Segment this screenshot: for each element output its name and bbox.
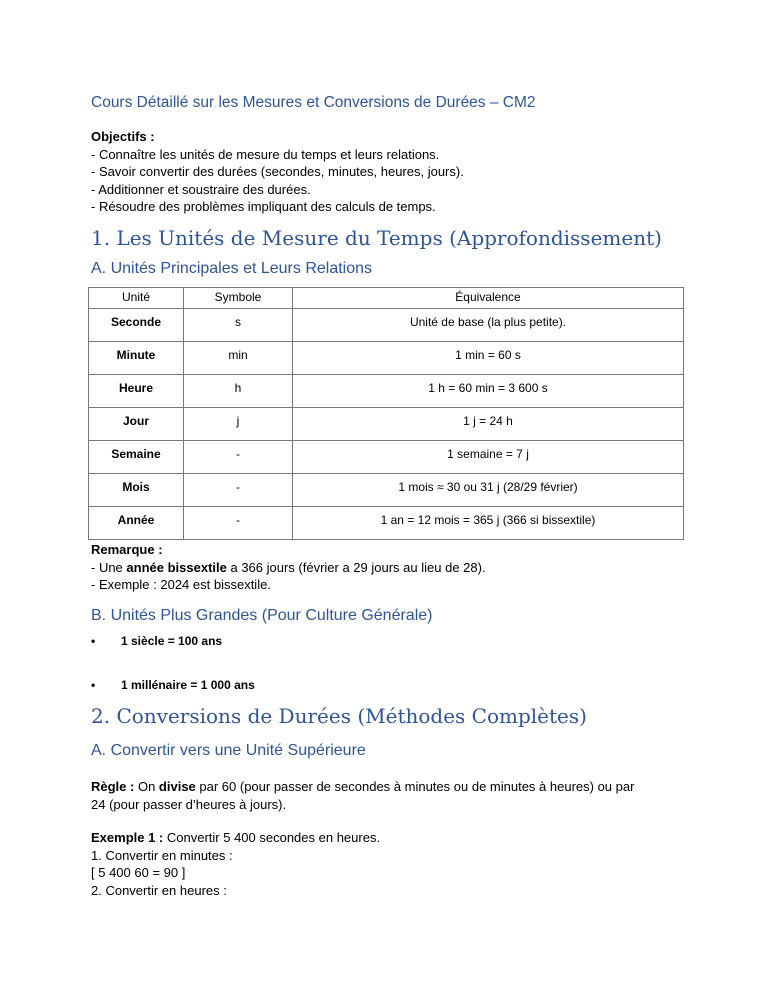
objectives	[91, 128, 464, 216]
bullet-icon: •	[91, 634, 96, 648]
unit-cell: Jour	[89, 408, 184, 441]
equivalence-cell: Unité de base (la plus petite).	[293, 309, 684, 342]
example-step: 1. Convertir en minutes :	[91, 847, 233, 863]
table-row	[89, 342, 684, 375]
table-row	[89, 375, 684, 408]
table-row	[89, 441, 684, 474]
table-row	[89, 408, 684, 441]
example-1	[91, 829, 380, 899]
objective-item: - Additionner et soustraire des durées.	[91, 181, 311, 197]
table-row	[89, 507, 684, 540]
units-table	[88, 287, 684, 540]
symbol-cell: -	[184, 507, 293, 540]
equivalence-cell: 1 h = 60 min = 3 600 s	[293, 375, 684, 408]
unit-cell: Semaine	[89, 441, 184, 474]
objective-item: - Savoir convertir des durées (secondes, minutes, heures, jours).	[91, 164, 464, 179]
example-step: 2. Convertir en heures :	[91, 882, 227, 898]
section1-heading: 1. Les Unités de Mesure du Temps (Approfondissement)	[91, 226, 662, 250]
remark-text: a 366 jours (février a 29 jours au lieu de 28).	[226, 559, 486, 575]
unit-cell: Année	[89, 507, 184, 540]
objective-item: - Résoudre des problèmes impliquant des calculs de temps.	[91, 199, 436, 214]
list-item-text: 1 millénaire = 1 000 ans	[121, 678, 255, 692]
example-label: Exemple 1 :	[91, 830, 164, 845]
table-row	[89, 309, 684, 342]
rule-label: Règle :	[91, 779, 135, 794]
remark-example: - Exemple : 2024 est bissextile.	[91, 577, 271, 592]
remark-label: Remarque :	[91, 542, 163, 557]
rule-text-line2: 24 (pour passer d’heures à jours).	[91, 796, 287, 812]
symbol-cell: s	[184, 309, 293, 342]
symbol-cell: min	[184, 342, 293, 375]
unit-cell: Seconde	[89, 309, 184, 342]
section2-subheading-a: A. Convertir vers une Unité Supérieure	[91, 742, 366, 759]
rule-bold: divise	[158, 779, 196, 794]
list-item-text: 1 siècle = 100 ans	[121, 634, 223, 648]
symbol-cell: h	[184, 375, 293, 408]
rule-text: par 60 (pour passer de secondes à minutes ou de minutes à heures) ou par	[195, 779, 635, 794]
bullet-icon: •	[91, 678, 96, 692]
equivalence-cell: 1 min = 60 s	[293, 342, 684, 375]
unit-cell: Minute	[89, 342, 184, 375]
section1-subheading-b: B. Unités Plus Grandes (Pour Culture Générale)	[91, 607, 433, 624]
unit-cell: Heure	[89, 375, 184, 408]
header-cell: Unité	[89, 288, 184, 309]
header-cell: Équivalence	[293, 288, 684, 309]
equivalence-cell: 1 j = 24 h	[293, 408, 684, 441]
table-header-row	[89, 288, 684, 309]
unit-cell: Mois	[89, 474, 184, 507]
example-text: Convertir 5 400 secondes en heures.	[163, 830, 381, 845]
rule-text: On	[134, 779, 159, 794]
rule	[91, 778, 634, 813]
symbol-cell: -	[184, 441, 293, 474]
equivalence-cell: 1 mois ≈ 30 ou 31 j (28/29 février)	[293, 474, 684, 507]
document-title: Cours Détaillé sur les Mesures et Conversions de Durées – CM2	[91, 94, 536, 111]
remark-bold: année bissextile	[126, 559, 227, 575]
symbol-cell: j	[184, 408, 293, 441]
symbol-cell: -	[184, 474, 293, 507]
header-cell: Symbole	[184, 288, 293, 309]
table-row	[89, 474, 684, 507]
section2-heading: 2. Conversions de Durées (Méthodes Complètes)	[91, 704, 587, 728]
equivalence-cell: 1 semaine = 7 j	[293, 441, 684, 474]
objectives-label: Objectifs :	[91, 129, 155, 144]
remark	[91, 541, 486, 594]
example-step: [ 5 400 60 = 90 ]	[91, 865, 186, 880]
remark-text: - Une	[91, 559, 127, 575]
section1-subheading-a: A. Unités Principales et Leurs Relations	[91, 260, 373, 277]
equivalence-cell: 1 an = 12 mois = 365 j (366 si bissextile)	[293, 507, 684, 540]
objective-item: - Connaître les unités de mesure du temps et leurs relations.	[91, 146, 440, 162]
